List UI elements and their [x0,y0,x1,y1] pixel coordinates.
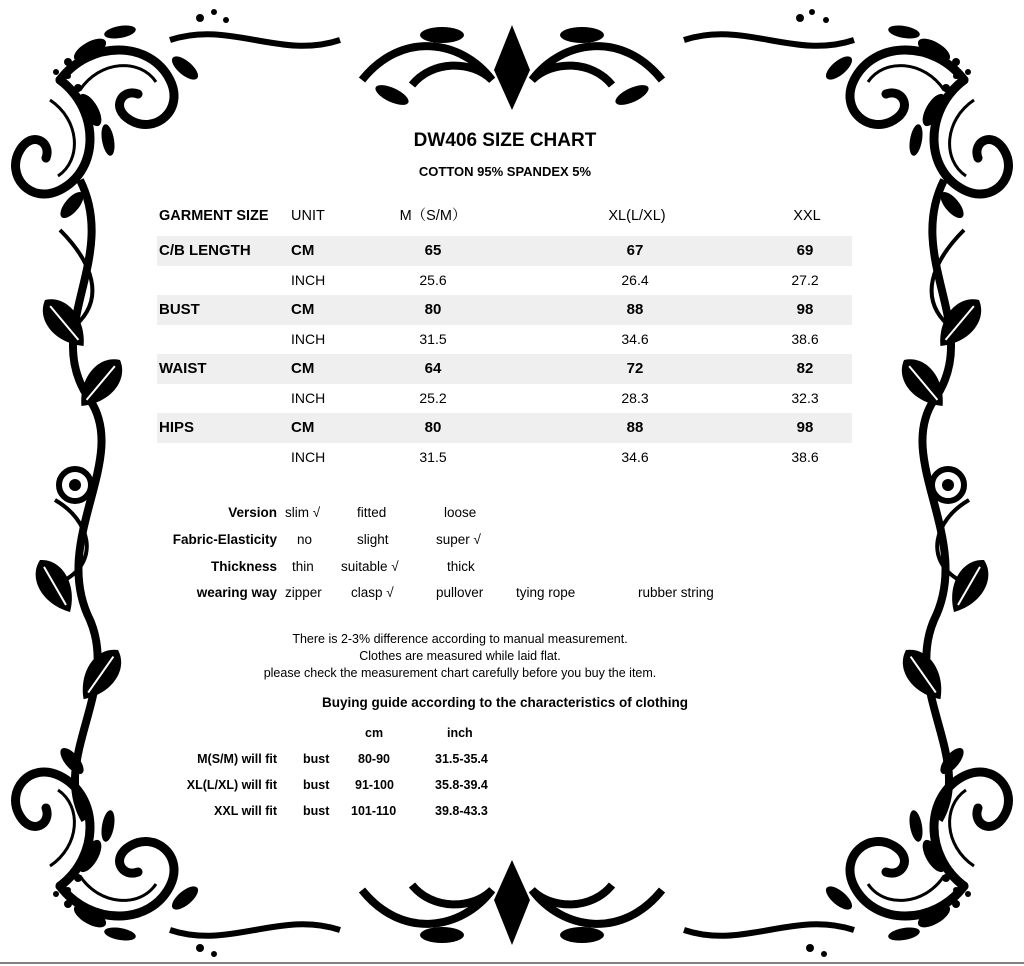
guide-inch: 35.8-39.4 [435,778,488,792]
table-row [157,236,852,266]
unit-cell: INCH [291,330,326,347]
attribute-option: zipper [285,585,322,600]
guide-size: XL(L/XL) will fit [186,778,277,792]
guide-part: bust [303,804,330,818]
table-row [157,354,852,384]
attribute-label: wearing way [196,585,277,600]
measurement-name: BUST [159,301,200,318]
measurement-note: There is 2-3% difference according to manual measurement. [292,632,628,646]
value-cell: 34.6 [621,330,649,347]
buying-guide-title: Buying guide according to the characteristics of clothing [321,695,689,710]
unit-cell: CM [291,301,315,318]
value-cell: 80 [424,301,442,318]
attribute-option: no [297,532,313,547]
attribute-row-version [0,501,1024,525]
attribute-option: slim √ [285,505,321,520]
table-row [157,266,852,296]
guide-cm: 91-100 [355,778,394,792]
value-cell: 98 [796,419,814,436]
guide-header-cm: cm [365,726,384,740]
attribute-option: thick [447,559,475,574]
guide-header-inch: inch [447,726,473,740]
value-cell: 88 [626,419,644,436]
value-cell: 88 [626,301,644,318]
attribute-label: Thickness [210,559,277,574]
attribute-option: loose [444,505,477,520]
attribute-row-thickness [0,555,1024,579]
attribute-option: pullover [436,585,484,600]
attribute-row-wearing-way [0,581,1024,605]
value-cell: 69 [796,242,814,259]
measurement-note: Clothes are measured while laid flat. [359,649,561,663]
value-cell: 98 [796,301,814,318]
fabric-composition: COTTON 95% SPANDEX 5% [418,164,592,179]
value-cell: 27.2 [791,271,819,288]
value-cell: 80 [424,419,442,436]
value-cell: 38.6 [791,330,819,347]
value-cell: 38.6 [791,448,819,465]
measurement-name: C/B LENGTH [159,242,251,259]
unit-cell: CM [291,242,315,259]
attribute-option: fitted [357,505,387,520]
header-size-xxl: XXL [793,208,821,224]
measurement-note: please check the measurement chart carefully before you buy the item. [263,666,657,680]
header-size-xl: XL(L/XL) [608,208,666,224]
value-cell: 28.3 [621,389,649,406]
attribute-row-elasticity [0,528,1024,552]
measurement-name: WAIST [159,360,207,377]
attribute-option: slight [357,532,389,547]
table-row [157,325,852,355]
chart-title: DW406 SIZE CHART [413,130,597,151]
header-size-m: M（S/M） [399,208,467,224]
value-cell: 25.2 [419,389,447,406]
value-cell: 65 [424,242,442,259]
unit-cell: INCH [291,271,326,288]
guide-size: M(S/M) will fit [197,752,277,766]
measurement-name: HIPS [159,419,195,436]
guide-size: XXL will fit [214,804,277,818]
guide-inch: 39.8-43.3 [435,804,488,818]
value-cell: 31.5 [419,330,447,347]
guide-part: bust [303,752,330,766]
table-row [157,443,852,473]
attribute-label: Version [228,505,277,520]
table-header-row [157,196,852,236]
table-row [157,295,852,325]
size-table [157,196,852,472]
unit-cell: CM [291,419,315,436]
attribute-option: clasp √ [351,585,394,600]
value-cell: 25.6 [419,271,447,288]
attribute-option: thin [292,559,314,574]
guide-part: bust [303,778,330,792]
value-cell: 64 [424,360,442,377]
guide-inch: 31.5-35.4 [435,752,488,766]
attribute-option: tying rope [516,585,576,600]
attribute-label: Fabric-Elasticity [172,532,277,547]
unit-cell: CM [291,360,315,377]
value-cell: 67 [626,242,644,259]
attribute-option: suitable √ [341,559,399,574]
value-cell: 32.3 [791,389,819,406]
attribute-option: super √ [436,532,481,547]
unit-cell: INCH [291,448,326,465]
value-cell: 31.5 [419,448,447,465]
unit-cell: INCH [291,389,326,406]
guide-cm: 80-90 [358,752,390,766]
table-row [157,384,852,414]
value-cell: 34.6 [621,448,649,465]
guide-cm: 101-110 [351,804,397,818]
table-row [157,413,852,443]
header-garment-size: GARMENT SIZE [159,208,269,224]
value-cell: 82 [796,360,814,377]
value-cell: 72 [626,360,644,377]
attribute-option: rubber string [638,585,714,600]
header-unit: UNIT [291,208,325,224]
value-cell: 26.4 [621,271,649,288]
